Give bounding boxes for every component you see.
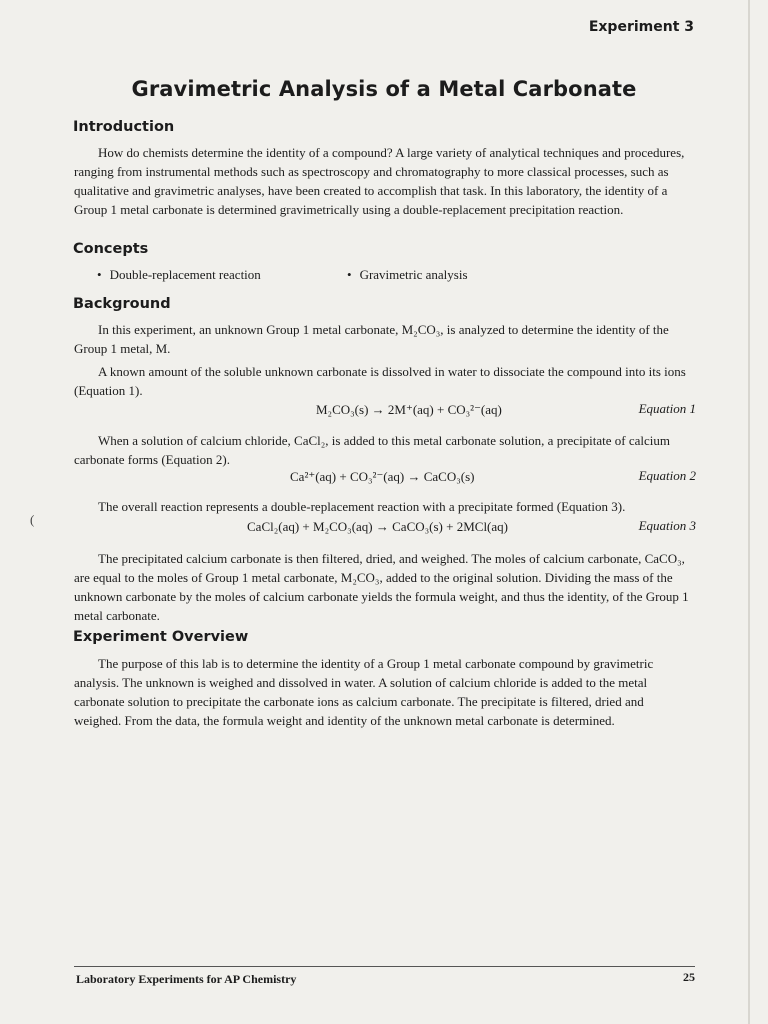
concept-item: • Double-replacement reaction: [97, 267, 261, 282]
margin-mark: (: [30, 512, 35, 527]
footer-book-title: Laboratory Experiments for AP Chemistry: [76, 972, 297, 986]
page-spine-edge: [748, 0, 750, 1024]
background-heading: Background: [73, 296, 171, 312]
background-paragraph-1: In this experiment, an unknown Group 1 metal carbonate, M₂CO₃, is analyzed to determine the identity of the Group 1 metal, M.: [74, 322, 669, 356]
background-paragraph-4: The overall reaction represents a double-replacement reaction with a precipitate formed (Equation 3).: [98, 499, 626, 514]
equation-1: M₂CO₃(s) → 2M⁺(aq) + CO₃²⁻(aq): [316, 402, 502, 417]
experiment-label: Experiment 3: [588, 19, 694, 35]
concepts-heading: Concepts: [73, 241, 149, 257]
equation-2-label: Equation 2: [638, 468, 696, 483]
equation-3: CaCl₂(aq) + M₂CO₃(aq) → CaCO₃(s) + 2MCl(aq): [247, 519, 508, 534]
overview-heading: Experiment Overview: [73, 629, 249, 645]
introduction-heading: Introduction: [73, 119, 175, 135]
introduction-text: How do chemists determine the identity of a compound? A large variety of analytical techniques and procedures, ranging from instrumental methods such as spectroscopy and chromatography to more classical processes, such as qualitative and gravimetric analyses, have been created to accomplish that task. In this laboratory, the identity of a Group 1 metal carbonate is determined gravimetrically using a double-replacement precipitation reaction.: [74, 145, 685, 217]
bullet-icon: •: [97, 267, 102, 282]
page-title: Gravimetric Analysis of a Metal Carbonate: [131, 77, 637, 101]
background-paragraph-3: When a solution of calcium chloride, CaCl₂, is added to this metal carbonate solution, a precipitate of calcium carbonate forms (Equation 2).: [74, 433, 671, 467]
overview-text: The purpose of this lab is to determine the identity of a Group 1 metal carbonate compound by gravimetric analysis. The unknown is weighed and dissolved in water. A solution of calcium chloride is added to the metal carbonate solution to precipitate the carbonate ions as calcium carbonate. The precipitate is filtered, dried and weighed. From the data, the formula weight and identity of the unknown metal carbonate is determined.: [74, 656, 654, 728]
bullet-icon: •: [347, 267, 352, 282]
equation-2: Ca²⁺(aq) + CO₃²⁻(aq) → CaCO₃(s): [290, 469, 475, 484]
page-number: 25: [683, 970, 695, 984]
footer-rule: [74, 966, 695, 967]
equation-1-label: Equation 1: [638, 401, 696, 416]
background-paragraph-2: A known amount of the soluble unknown carbonate is dissolved in water to dissociate the compound into its ions (Equation 1).: [74, 364, 686, 398]
background-paragraph-5: The precipitated calcium carbonate is then filtered, dried, and weighed. The moles of calcium carbonate, CaCO₃, are equal to the moles of Group 1 metal carbonate, M₂CO₃, added to the original solution. Dividing the mass of the unknown carbonate by the moles of calcium carbonate yields the formula weight, and thus the identity, of the Group 1 metal carbonate.: [74, 551, 689, 623]
concept-item: • Gravimetric analysis: [347, 267, 468, 282]
equation-3-label: Equation 3: [638, 518, 696, 533]
